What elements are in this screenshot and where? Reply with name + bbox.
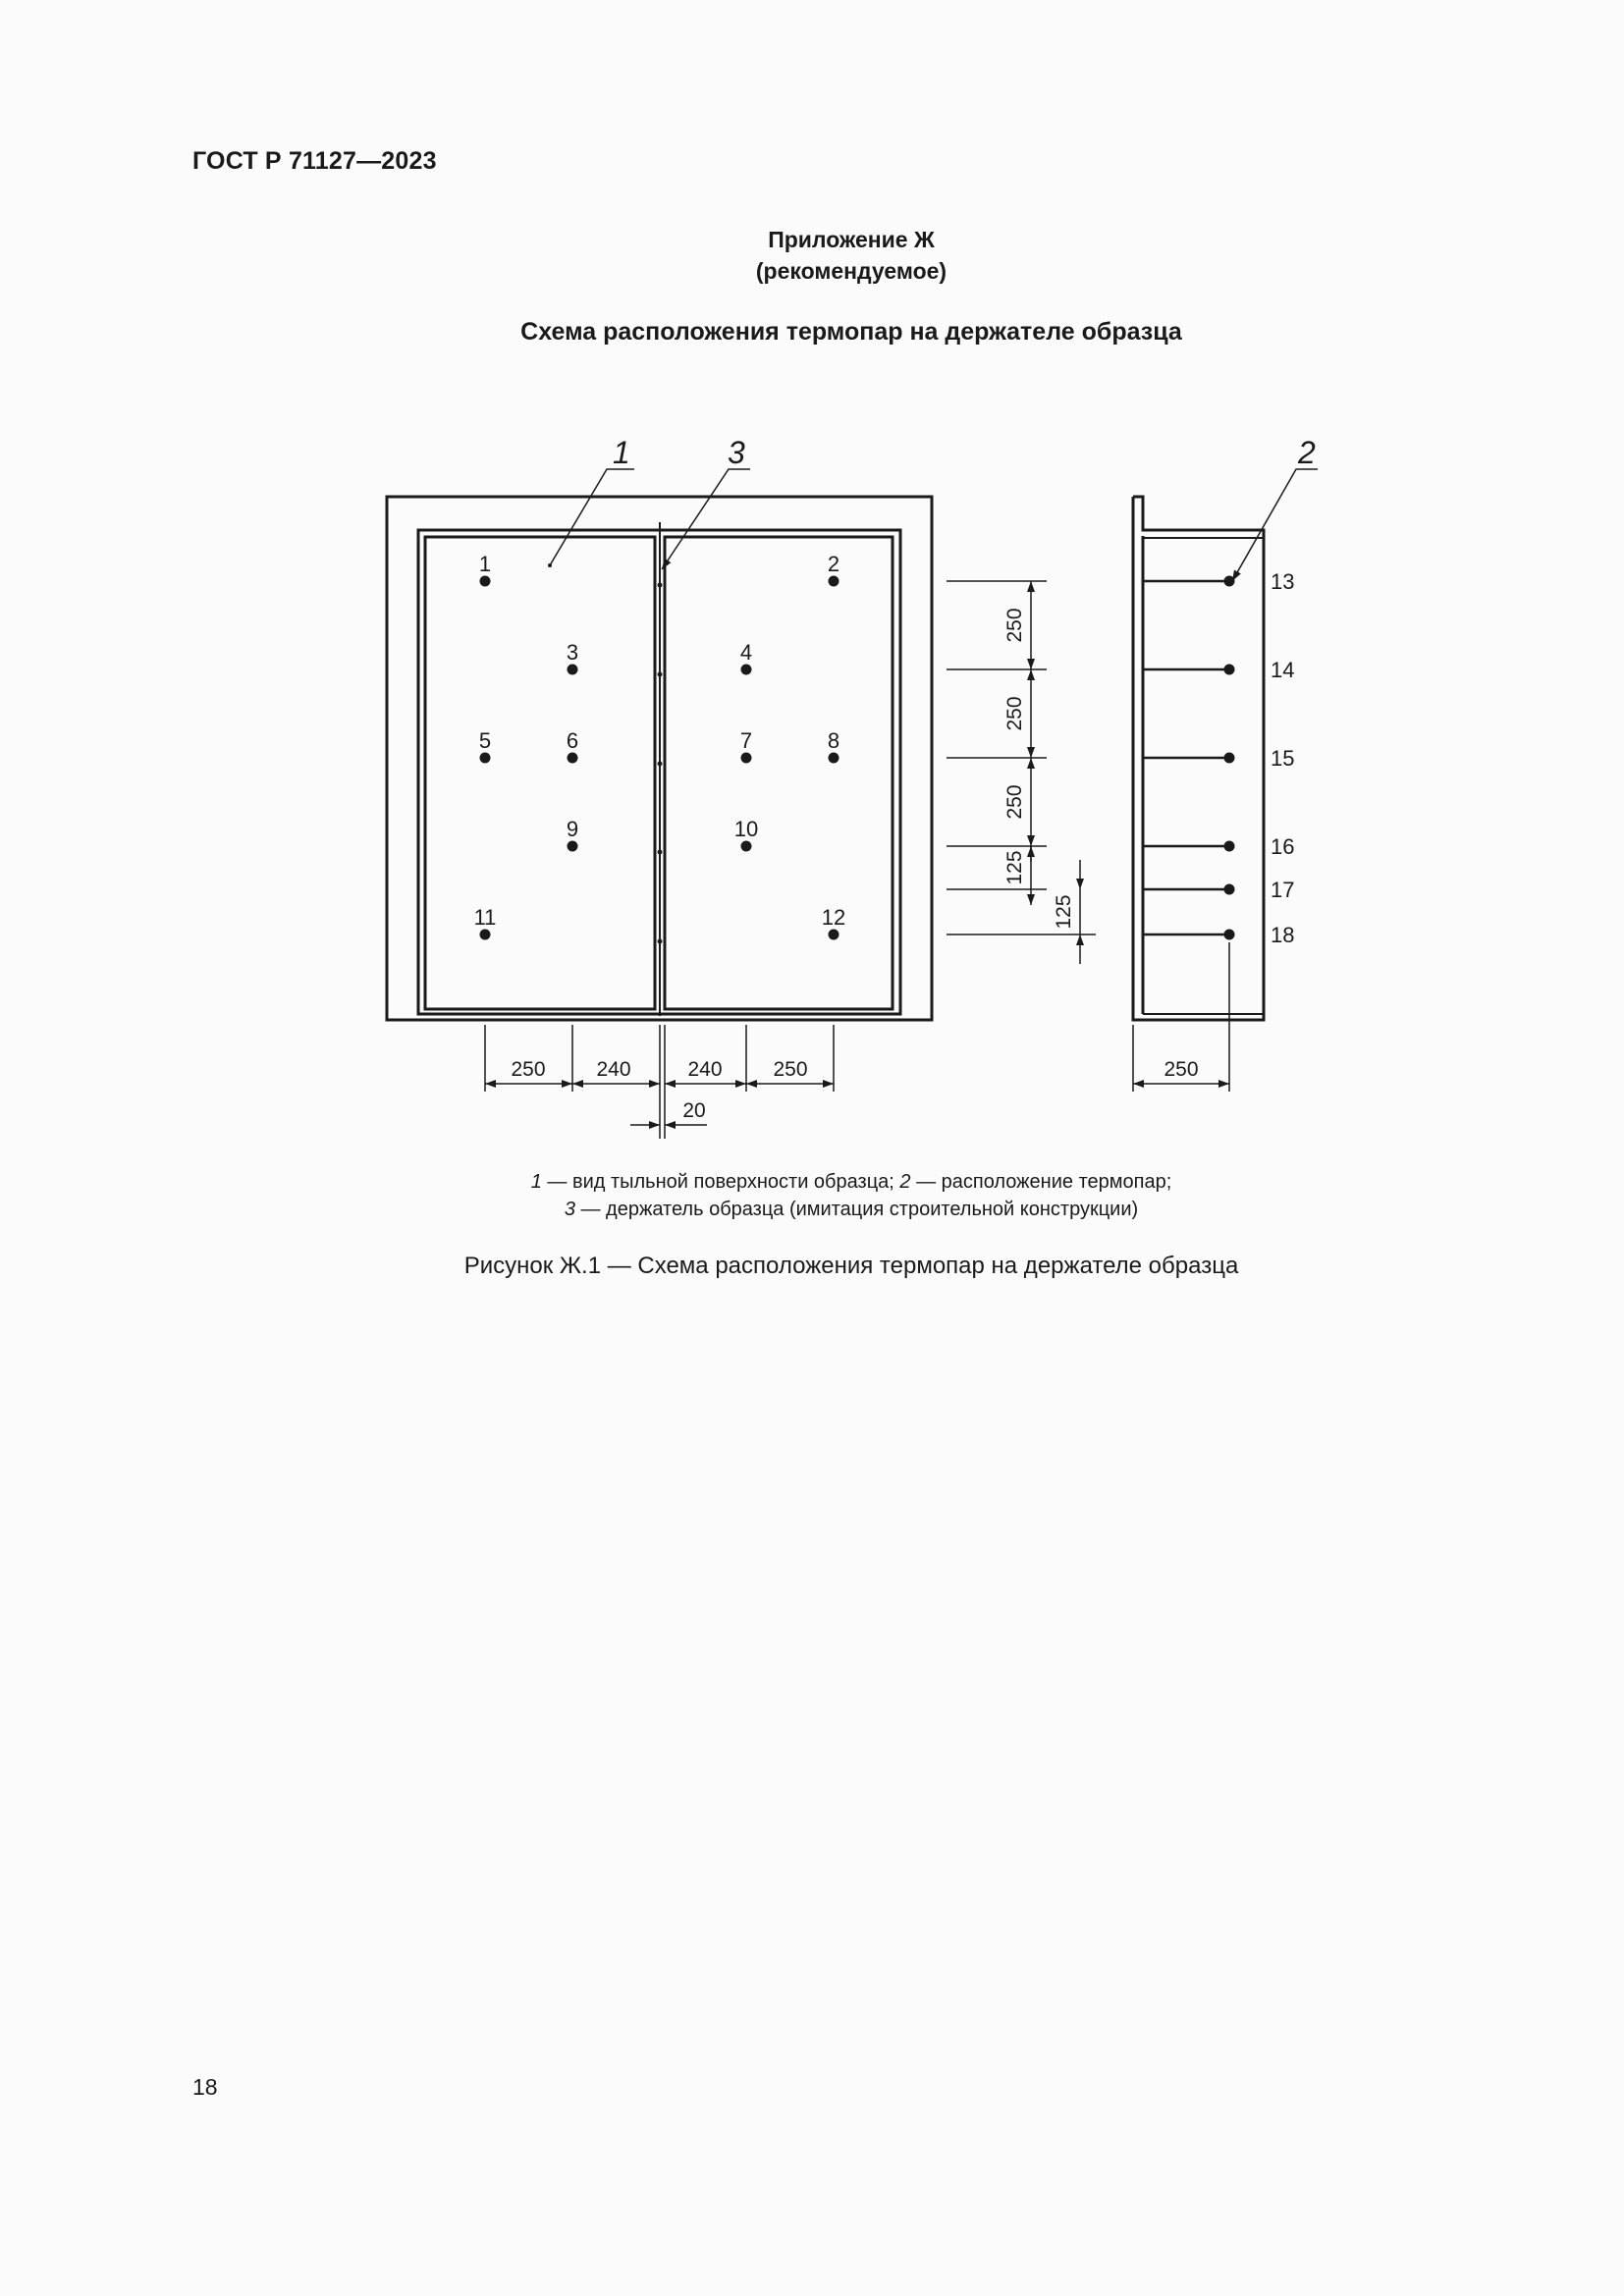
legend-num-2: 2: [899, 1171, 911, 1193]
side-point-label-17: 17: [1271, 878, 1295, 902]
front-point-6: [568, 753, 578, 764]
front-point-7: [741, 753, 752, 764]
figure-caption: Рисунок Ж.1 — Схема расположения термопар на держателе образца: [463, 1253, 1239, 1279]
side-point-label-18: 18: [1271, 923, 1295, 947]
front-point-label-11: 11: [473, 905, 497, 930]
side-point-label-14: 14: [1271, 658, 1295, 682]
front-point-12: [829, 930, 839, 940]
front-view: [387, 497, 932, 1020]
front-point-3: [568, 665, 578, 675]
front-point-label-4: 4: [739, 640, 753, 665]
hdim-1: 250: [511, 1058, 546, 1081]
front-point-label-9: 9: [566, 817, 579, 841]
side-view: [1133, 497, 1264, 1020]
front-point-1: [480, 576, 491, 587]
front-point-10: [741, 841, 752, 852]
side-dim: 250: [1164, 1058, 1199, 1081]
vdim-5: 125: [1053, 894, 1075, 930]
front-point-label-5: 5: [478, 728, 492, 753]
side-point-14: [1224, 665, 1235, 675]
front-point-label-1: 1: [478, 552, 492, 576]
callout-2: 2: [1298, 435, 1316, 470]
legend-num-1: 1: [530, 1171, 542, 1193]
front-point-9: [568, 841, 578, 852]
figure-legend-line-1: [0, 1168, 1624, 1196]
callout-1-leader: [550, 469, 634, 565]
front-point-label-10: 10: [733, 817, 759, 841]
vdim-4: 125: [1003, 850, 1026, 885]
front-point-8: [829, 753, 839, 764]
side-point-16: [1224, 841, 1235, 852]
vdim-2: 250: [1003, 696, 1026, 731]
vdim-1: 250: [1003, 608, 1026, 643]
hdim-4: 250: [773, 1058, 808, 1081]
side-point-label-16: 16: [1271, 834, 1295, 859]
hdim-2: 240: [596, 1058, 631, 1081]
page-number: 18: [192, 2074, 218, 2100]
side-point-label-15: 15: [1271, 746, 1295, 771]
front-point-label-12: 12: [821, 905, 846, 930]
side-point-17: [1224, 884, 1235, 895]
appendix-status: (рекомендуемое): [755, 258, 947, 284]
front-point-label-6: 6: [566, 728, 579, 753]
front-point-label-2: 2: [827, 552, 840, 576]
side-point-18: [1224, 930, 1235, 940]
side-thermocouples: [1224, 576, 1235, 940]
vdim-3: 250: [1003, 784, 1026, 820]
front-point-5: [480, 753, 491, 764]
callout-2-leader: [1232, 469, 1318, 581]
side-probes: [1143, 581, 1229, 934]
sample-right-panel: [665, 537, 893, 1009]
standard-code: ГОСТ Р 71127—2023: [192, 147, 437, 175]
legend-text-3: — держатель образца (имитация строительной конструкции): [574, 1199, 1139, 1220]
horizontal-dimensions: [485, 1025, 834, 1139]
front-point-label-3: 3: [566, 640, 579, 665]
gap-dim: 20: [682, 1099, 706, 1122]
side-point-15: [1224, 753, 1235, 764]
front-point-11: [480, 930, 491, 940]
front-point-label-7: 7: [739, 728, 753, 753]
callout-3-leader: [662, 469, 750, 569]
legend-num-3: 3: [564, 1199, 575, 1220]
front-point-2: [829, 576, 839, 587]
legend-text-1: — вид тыльной поверхности образца;: [541, 1171, 900, 1193]
hdim-3: 240: [687, 1058, 723, 1081]
legend-text-2: — расположение термопар;: [910, 1171, 1172, 1193]
sample-left-panel: [425, 537, 655, 1009]
callout-3: 3: [728, 435, 745, 470]
callout-1: 1: [613, 435, 630, 470]
figure-legend-line-2: [0, 1196, 1624, 1223]
section-title: Схема расположения термопар на держателе образца: [520, 318, 1182, 346]
appendix-title: Приложение Ж: [768, 227, 935, 252]
side-point-label-13: 13: [1271, 569, 1295, 594]
front-point-4: [741, 665, 752, 675]
side-point-13: [1224, 576, 1235, 587]
front-point-label-8: 8: [827, 728, 840, 753]
